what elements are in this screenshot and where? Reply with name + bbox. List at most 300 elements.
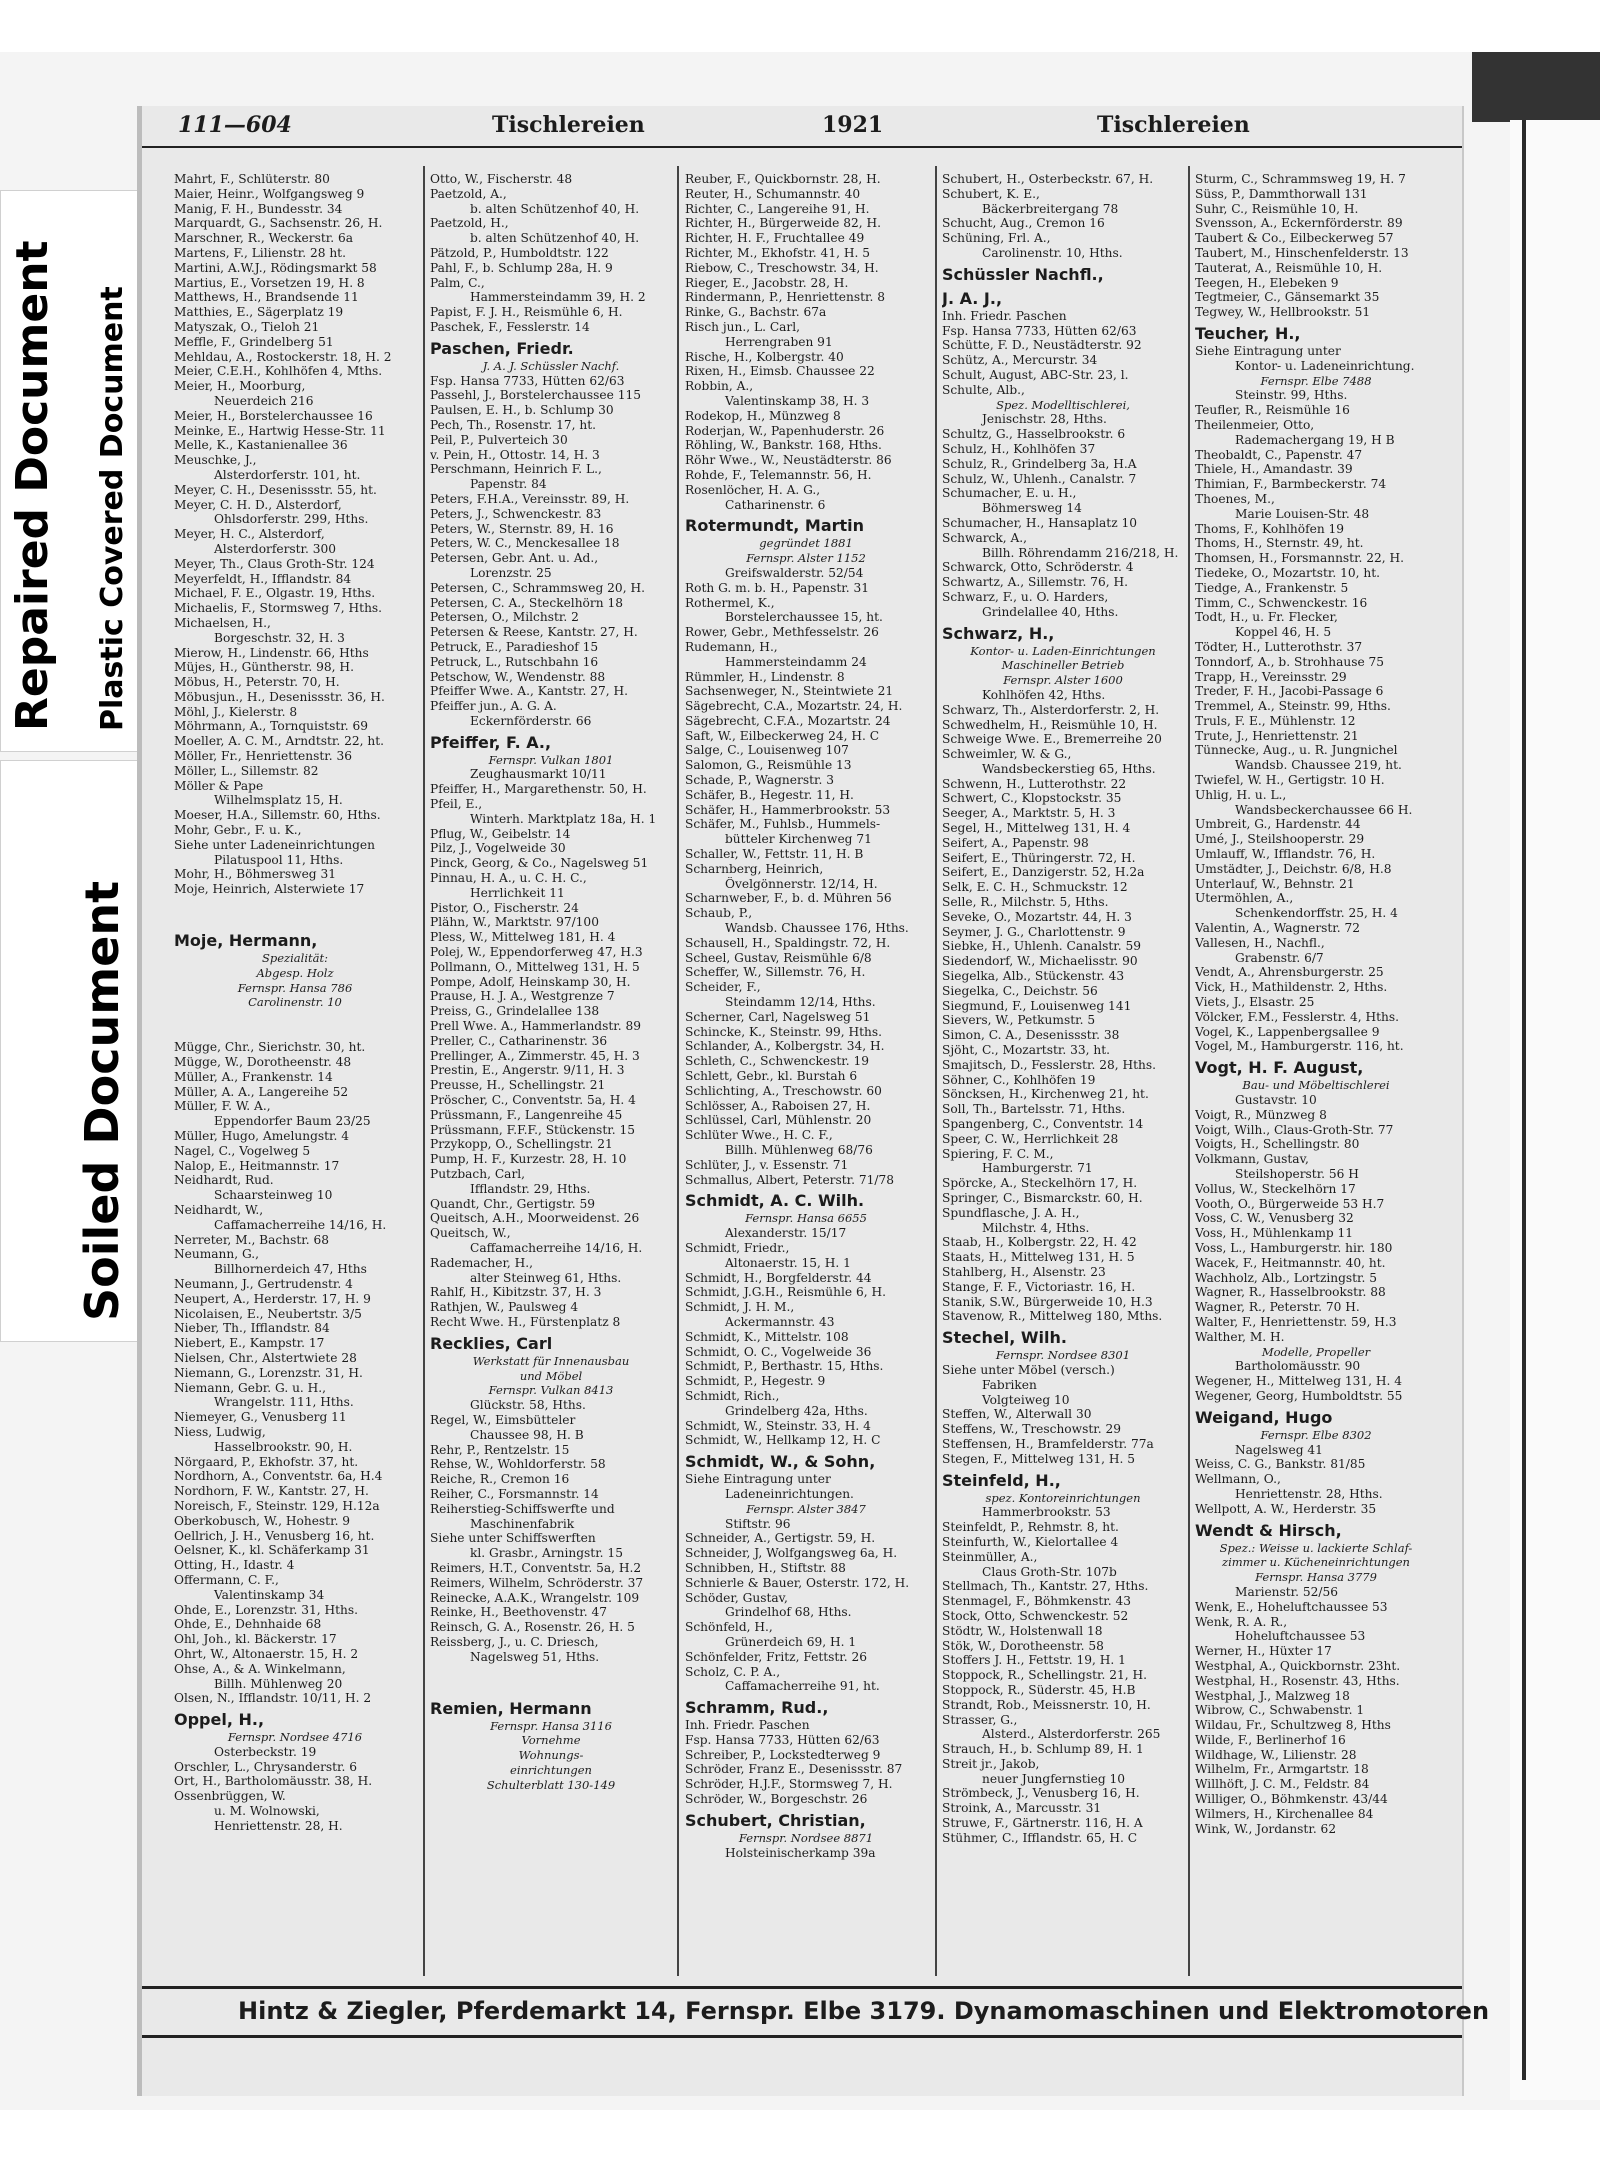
directory-entry: Marschner, R., Weckerstr. 6a [174,231,353,246]
directory-entry: Alsterd., Alsterdorferstr. 265 [982,1727,1161,1742]
directory-entry: Williger, O., Böhmkenstr. 43/44 [1195,1792,1388,1807]
directory-entry: Schmallus, Albert, Peterstr. 71/78 [685,1172,894,1187]
directory-entry: Michael, F. E., Olgastr. 19, Hths. [174,586,376,601]
directory-entry: Winterh. Marktplatz 18a, H. 1 [470,811,657,826]
directory-entry: Schwenn, H., Lutterothstr. 22 [942,776,1127,791]
directory-entry-heading: Recklies, Carl [430,1333,553,1353]
directory-entry: Scheffer, W., Sillemstr. 76, H. [685,965,866,980]
directory-entry: Volkmann, Gustav, [1195,1152,1309,1167]
directory-entry: Röhling, W., Bankstr. 168, Hths. [685,438,882,453]
directory-entry: Viets, J., Elsastr. 25 [1195,995,1315,1010]
directory-entry: Siehe Eintragung unter [1195,343,1341,358]
directory-entry: Siehe Eintragung unter [685,1472,831,1487]
directory-entry: Wellmann, O., [1195,1472,1281,1487]
directory-entry: Fernspr. Vulkan 1801 [488,752,614,767]
directory-entry: Pahl, F., b. Schlump 28a, H. 9 [430,260,613,275]
directory-entry: Voss, C. W., Venusberg 32 [1195,1211,1354,1226]
directory-entry: Schmidt, W., Hellkamp 12, H. C [685,1433,881,1448]
directory-entry: Schwarz, Th., Alsterdorferstr. 2, H. [942,702,1160,717]
directory-entry: Oberkobusch, W., Hohestr. 9 [174,1513,351,1528]
directory-entry: Stiftstr. 96 [725,1516,791,1531]
directory-entry: Schlett, Gebr., kl. Burstah 6 [685,1069,858,1084]
directory-entry: Wandsbeckerstieg 65, Hths. [982,761,1156,776]
directory-entry: Petersen, C. A., Steckelhörn 18 [430,595,623,610]
directory-entry: Schaarsteinweg 10 [214,1188,333,1203]
directory-entry: Schultz, G., Hasselbrookstr. 6 [942,427,1126,442]
directory-entry: Schütte, F. D., Neustädterstr. 92 [942,338,1142,353]
directory-entry: Neumann, J., Gertrudenstr. 4 [174,1276,353,1291]
directory-entry: Richter, M., Ekhofstr. 41, H. 5 [685,245,870,260]
directory-entry: Fsp. Hansa 7733, Hütten 62/63 [685,1732,880,1747]
directory-entry: Timm, C., Schwenckestr. 16 [1195,595,1368,610]
directory-entry: Petersen, Gebr. Ant. u. Ad., [430,551,599,566]
directory-entry: Prause, H. J. A., Westgrenze 7 [430,989,615,1004]
directory-entry: Meuschke, J., [174,453,257,468]
directory-entry-heading: Schmidt, W., & Sohn, [685,1452,876,1472]
directory-entry: Spangenberg, C., Conventstr. 14 [942,1117,1144,1132]
directory-entry: Lorenzstr. 25 [470,565,552,580]
directory-entry: Schaub, P., [685,906,753,921]
directory-entry: Stange, F. F., Victoriastr. 16, H. [942,1279,1136,1294]
directory-entry: Tegwey, W., Hellbrookstr. 51 [1195,305,1371,320]
directory-entry-heading: Oppel, H., [174,1710,265,1730]
directory-entry: Bäckerbreitergang 78 [982,201,1119,216]
directory-entry: Meyer, C. H., Desenissstr. 55, ht. [174,482,377,497]
directory-entry: Pfeiffer jun., A. G. A. [430,699,557,714]
directory-entry: Matyszak, O., Tieloh 21 [174,319,320,334]
directory-entry: Borstelerchaussee 15, ht. [725,610,883,625]
directory-entry: Ifflandstr. 29, Hths. [470,1181,591,1196]
directory-entry-heading: Steinfeld, H., [942,1470,1061,1490]
directory-entry: Fernspr. Hansa 3779 [1255,1570,1377,1585]
directory-entry: Michaelis, F., Stormsweg 7, Hths. [174,601,383,616]
directory-entry: Soll, Th., Bartelsstr. 71, Hths. [942,1102,1126,1117]
directory-entry: Billh. Mühlenweg 20 [214,1676,343,1691]
directory-entry: Wilde, F., Berlinerhof 16 [1195,1732,1346,1747]
column-divider [677,166,679,1976]
directory-entry: zimmer u. Kücheneinrichtungen [1222,1555,1410,1570]
directory-entry: Inh. Friedr. Paschen [942,308,1067,323]
directory-entry: Petschow, W., Wendenstr. 88 [430,669,606,684]
directory-entry: alter Steinweg 61, Hths. [470,1270,622,1285]
column-divider [1188,166,1190,1976]
directory-entry: Strasser, G., [942,1712,1018,1727]
directory-entry: Schulz, H., Kohlhöfen 37 [942,441,1096,456]
directory-entry: Niemann, G., Lorenzstr. 31, H. [174,1365,363,1380]
directory-entry: Röhr Wwe., W., Neustädterstr. 86 [685,453,892,468]
directory-entry: Neuerdeich 216 [214,393,314,408]
scan-border-top [0,0,1600,52]
directory-entry: Schmidt, O. C., Vogelweide 36 [685,1344,872,1359]
directory-entry: Fernspr. Elbe 8302 [1260,1427,1372,1442]
directory-entry: Steffensen, H., Bramfelderstr. 77a [942,1436,1154,1451]
directory-entry: Rümmler, H., Lindenstr. 8 [685,669,845,684]
directory-entry: Fernspr. Hansa 786 [237,980,353,995]
directory-entry: Pfeiffer, H., Margarethenstr. 50, H. [430,782,647,797]
directory-entry: Schenkendorffstr. 25, H. 4 [1235,906,1398,921]
directory-entry: Schröder, W., Borgeschstr. 26 [685,1792,868,1807]
column-4 [942,172,1184,1972]
directory-entry: Paulsen, E. H., b. Schlump 30 [430,403,614,418]
directory-entry: Siegelka, C., Deichstr. 56 [942,983,1098,998]
directory-entry: Caffamacherreihe 14/16, H. [214,1217,387,1232]
directory-entry: Meyerfeldt, H., Ifflandstr. 84 [174,571,352,586]
directory-entry: Schubert, H., Osterbeckstr. 67, H. [942,172,1154,186]
directory-entry: Paetzold, H., [430,216,509,231]
directory-entry: Prell Wwe. A., Hammerlandstr. 89 [430,1019,642,1034]
directory-entry: Völcker, F.M., Fesslerstr. 4, Hths. [1195,1009,1399,1024]
directory-entry: Schäfer, H., Hammerbrookstr. 53 [685,802,891,817]
directory-entry: Alexanderstr. 15/17 [725,1226,847,1241]
directory-entry: Tünnecke, Aug., u. R. Jungnichel [1195,743,1398,758]
directory-entry: Wilhelmsplatz 15, H. [214,793,343,808]
directory-entry: Meffle, F., Grindelberg 51 [174,334,334,349]
directory-entry: Fernspr. Alster 3847 [746,1501,866,1516]
directory-entry: Wegener, Georg, Humboldtstr. 55 [1195,1388,1403,1403]
directory-entry: Vogel, K., Lappenbergsallee 9 [1195,1024,1380,1039]
directory-entry: Taubert, M., Hinschenfelderstr. 13 [1195,245,1409,260]
directory-entry: Kohlhöfen 42, Hths. [982,687,1106,702]
directory-entry: spez. Kontoreinrichtungen [985,1490,1141,1505]
directory-entry: Rademacher, H., [430,1255,534,1270]
directory-entry: Meyer, Th., Claus Groth-Str. 124 [174,556,375,571]
directory-entry: Pätzold, P., Humboldtstr. 122 [430,245,609,260]
directory-entry: Schnibben, H., Stiftstr. 88 [685,1560,846,1575]
directory-entry: Scherner, Carl, Nagelsweg 51 [685,1009,871,1024]
directory-entry: Neumann, G., [174,1247,260,1262]
directory-entry: Fsp. Hansa 7733, Hütten 62/63 [430,373,625,388]
directory-entry: Selle, R., Milchstr. 5, Hths. [942,895,1109,910]
directory-entry: Scharnberg, Heinrich, [685,861,824,876]
directory-entry: Simon, C. A., Desenissstr. 38 [942,1028,1120,1043]
directory-entry: Valentinskamp 38, H. 3 [725,393,870,408]
directory-entry: Pech, Th., Rosenstr. 17, ht. [430,417,596,432]
directory-entry: Recht Wwe. H., Fürstenplatz 8 [430,1314,621,1329]
directory-entry: Fernspr. Alster 1152 [746,551,866,566]
directory-entry: Schmidt, J. H. M., [685,1300,795,1315]
directory-entry-heading: Pfeiffer, F. A., [430,732,552,752]
directory-entry: Söncksen, H., Kirchenweg 21, ht. [942,1087,1149,1102]
directory-entry: Rieger, E., Jacobstr. 28, H. [685,275,849,290]
directory-entry: Paschek, F., Fesslerstr. 14 [430,319,590,334]
directory-entry: b. alten Schützenhof 40, H. [470,231,640,246]
directory-entry: Wandsb. Chaussee 176, Hths. [725,921,909,936]
directory-entry: Noreisch, F., Steinstr. 129, H.12a [174,1498,380,1513]
directory-entry: Alsterdorferstr. 300 [214,541,337,556]
directory-entry: Sägebrecht, C.A., Mozartstr. 24, H. [685,699,903,714]
directory-entry: Wenk, E., Hoheluftchaussee 53 [1195,1599,1388,1614]
directory-entry-heading: Teucher, H., [1195,323,1301,343]
directory-entry: Ohde, E., Dehnhaide 68 [174,1617,322,1632]
directory-entry: Pompe, Adolf, Heinskamp 30, H. [430,974,631,989]
directory-entry: Voss, L., Hamburgerstr. hir. 180 [1195,1240,1393,1255]
directory-entry-heading: Remien, Hermann [430,1698,592,1718]
directory-entry: Caffamacherreihe 14/16, H. [470,1240,643,1255]
directory-entry: Pflug, W., Geibelstr. 14 [430,826,571,841]
directory-entry: Pless, W., Mittelweg 181, H. 4 [430,930,616,945]
directory-entry: bütteler Kirchenweg 71 [725,832,872,847]
directory-entry: Rothermel, K., [685,595,775,610]
directory-entry: Tiedeke, O., Mozartstr. 10, ht. [1195,565,1380,580]
directory-entry: Segel, H., Mittelweg 131, H. 4 [942,821,1131,836]
directory-entry: Werkstatt für Innenausbau [472,1353,630,1368]
directory-entry: Sägebrecht, C.F.A., Mozartstr. 24 [685,713,891,728]
directory-entry-heading: Schubert, Christian, [685,1810,866,1830]
directory-entry: Billh. Röhrendamm 216/218, H. [982,545,1179,560]
directory-entry-heading: Moje, Hermann, [174,931,318,951]
directory-entry: Schmidt, Rich., [685,1388,780,1403]
directory-entry: Thomsen, H., Forsmannstr. 22, H. [1195,551,1405,566]
directory-entry: Stenmagel, F., Böhmkenstr. 43 [942,1594,1132,1609]
directory-entry: Putzbach, Carl, [430,1167,526,1181]
directory-entry: Möller & Pape [174,778,264,793]
directory-entry: Marienstr. 52/56 [1235,1584,1339,1599]
directory-entry: und Möbel [519,1368,583,1383]
directory-entry: Staab, H., Kolbergstr. 22, H. 42 [942,1235,1137,1250]
directory-entry: Schwert, C., Klopstockstr. 35 [942,791,1122,806]
directory-entry: Uhlig, H. u. L., [1195,787,1287,802]
directory-entry: Schäfer, B., Hegestr. 11, H. [685,787,854,802]
tab-soiled-label: Soiled Document [75,880,129,1321]
directory-entry: Prestin, E., Angerstr. 9/11, H. 3 [430,1063,625,1078]
directory-entry: Maschinenfabrik [470,1516,575,1531]
directory-entry: Rodekop, H., Münzweg 8 [685,408,841,423]
directory-entry: Seymer, J. G., Charlottenstr. 9 [942,924,1126,939]
directory-entry: Schreiber, P., Lockstedterweg 9 [685,1747,881,1762]
directory-entry: Schönfelder, Fritz, Fettstr. 26 [685,1649,868,1664]
directory-entry: Theobaldt, C., Papenstr. 47 [1195,447,1363,462]
directory-entry: Tegtmeier, C., Gänsemarkt 35 [1195,290,1380,305]
directory-entry: Truls, F. E., Mühlenstr. 12 [1195,713,1356,728]
directory-entry: Stök, W., Dorotheenstr. 58 [942,1638,1104,1653]
header-left-title: Tischlereien [492,112,645,138]
directory-entry: Struwe, F., Gärtnerstr. 116, H. A [942,1816,1143,1831]
directory-entry: Umstädter, J., Deichstr. 6/8, H.8 [1195,861,1392,876]
directory-entry: Schmidt, P., Berthastr. 15, Hths. [685,1359,884,1374]
directory-entry: Möhl, J., Kielerstr. 8 [174,704,298,719]
directory-entry: Stegen, F., Mittelweg 131, H. 5 [942,1451,1135,1466]
page-number: 111—604 [178,112,292,138]
directory-entry: Inh. Friedr. Paschen [685,1718,810,1733]
directory-entry: Strauch, H., b. Schlump 89, H. 1 [942,1742,1144,1757]
directory-entry: Grindelhof 68, Hths. [725,1605,852,1620]
directory-entry: Palm, C., [430,275,485,290]
directory-entry: Peters, F.H.A., Vereinsstr. 89, H. [430,491,630,506]
directory-entry: Grindelberg 42a, Hths. [725,1403,868,1418]
directory-entry: Volgteiweg 10 [982,1392,1070,1407]
directory-entry: Billh. Mühlenweg 68/76 [725,1143,873,1157]
directory-entry: Schlichting, A., Treschowstr. 60 [685,1083,882,1098]
directory-entry-heading: Schramm, Rud., [685,1698,829,1718]
directory-entry: Meier, C.E.H., Kohlhöfen 4, Mths. [174,364,383,379]
directory-entry: Peil, P., Pulverteich 30 [430,432,568,447]
directory-entry: Wildau, Fr., Schultzweg 8, Hths [1195,1718,1391,1733]
directory-entry: Vogel, M., Hamburgerstr. 116, ht. [1195,1039,1404,1054]
directory-entry: Moeller, A. C. M., Arndtstr. 22, ht. [174,734,384,749]
directory-entry: Steindamm 12/14, Hths. [725,995,876,1010]
directory-entry: Roth G. m. b. H., Papenstr. 31 [685,580,869,595]
directory-entry: Niebert, E., Kampstr. 17 [174,1336,325,1351]
directory-entry: Otto, W., Fischerstr. 48 [430,172,573,186]
side-tabs [0,190,150,1340]
directory-entry: Siedendorf, W., Michaelisstr. 90 [942,954,1138,969]
directory-entry: Voigts, H., Schellingstr. 80 [1195,1137,1360,1152]
directory-entry: Niemeyer, G., Venusberg 11 [174,1410,347,1425]
tab-soiled-document [0,760,152,1342]
directory-entry: Schleth, C., Schwenckestr. 19 [685,1054,869,1069]
directory-entry: Schmidt, W., Steinstr. 33, H. 4 [685,1418,871,1433]
directory-entry: Reiherstieg-Schiffswerfte und [430,1501,615,1516]
directory-entry: Greifswalderstr. 52/54 [725,565,864,580]
directory-entry: Sturm, C., Schrammsweg 19, H. 7 [1195,172,1406,186]
directory-entry: Steinmüller, A., [942,1549,1038,1564]
directory-entry: Modelle, Propeller [1261,1344,1371,1359]
header-year: 1921 [822,112,884,138]
directory-entry: Plähn, W., Marktstr. 97/100 [430,915,599,930]
directory-entry: Marquardt, G., Sachsenstr. 26, H. [174,216,383,231]
directory-entry: Böhmersweg 14 [982,501,1082,516]
directory-entry: Tödter, H., Lutterothstr. 37 [1195,639,1363,654]
directory-entry: Passehl, J., Borstelerchaussee 115 [430,388,641,403]
directory-entry: Schüning, Frl. A., [942,231,1051,246]
directory-entry: Ort, H., Bartholomäusstr. 38, H. [174,1774,373,1789]
directory-entry: Sievers, W., Petkumstr. 5 [942,1013,1096,1028]
directory-entry-heading: J. A. J., [942,288,1003,308]
directory-entry: Thoms, H., Sternstr. 49, ht. [1195,536,1364,551]
directory-entry: Reuter, H., Schumannstr. 40 [685,186,861,201]
directory-entry: Scheider, F., [685,980,761,995]
directory-entry: Roderjan, W., Papenhuderstr. 26 [685,423,885,438]
directory-entry: Reinsch, G. A., Rosenstr. 26, H. 5 [430,1620,635,1635]
directory-entry: Offermann, C. F., [174,1572,279,1587]
directory-entry: Willhöft, J. C. M., Feldstr. 84 [1195,1777,1370,1792]
directory-entry: Schade, P., Wagnerstr. 3 [685,773,834,788]
directory-entry: Werner, H., Hüxter 17 [1195,1644,1332,1659]
directory-entry: Fernspr. Elbe 7488 [1260,373,1372,388]
directory-entry: Sachsenweger, N., Steintwiete 21 [685,684,894,699]
directory-entry: Gustavstr. 10 [1235,1093,1317,1108]
directory-entry: Martens, F., Lilienstr. 28 ht. [174,245,346,260]
directory-entry: Fernspr. Vulkan 8413 [488,1383,614,1398]
directory-entry: Queitsch, W., [430,1226,511,1241]
directory-entry: Nagel, C., Vogelweg 5 [174,1143,311,1158]
column-5 [1195,172,1437,1972]
directory-entry: Milchstr. 4, Hths. [982,1220,1090,1235]
directory-entry: Övelgönnerstr. 12/14, H. [725,876,878,891]
tab-plastic-label: Plastic Covered Document [95,286,130,731]
directory-entry: Treder, F. H., Jacobi-Passage 6 [1195,684,1384,699]
directory-entry: Nicolaisen, E., Neubertstr. 3/5 [174,1306,362,1321]
directory-entry: u. M. Wolnowski, [214,1804,320,1819]
directory-entry: Petersen, C., Schrammsweg 20, H. [430,580,645,595]
directory-entry: Meyer, C. H. D., Alsterdorf, [174,497,342,512]
directory-entry: Schlander, A., Kolbergstr. 34, H. [685,1039,885,1054]
directory-entry: Rehr, P., Rentzelstr. 15 [430,1442,570,1457]
directory-entry: Papenstr. 84 [470,477,547,492]
directory-entry: Eckernförderstr. 66 [470,713,592,728]
directory-entry: Rehse, W., Wohldorferstr. 58 [430,1457,606,1472]
directory-entry: Pilatuspool 11, Hths. [214,852,344,867]
directory-entry: Fsp. Hansa 7733, Hütten 62/63 [942,323,1137,338]
directory-entry: Möhrmann, A., Tornquiststr. 69 [174,719,368,734]
directory-entry: Meyer, H. C., Alsterdorf, [174,527,325,542]
directory-entry: Rindermann, P., Henriettenstr. 8 [685,290,886,305]
directory-entry: Wandsb. Chaussee 219, ht. [1235,758,1402,773]
directory-entry: Seifert, E., Thüringerstr. 72, H. [942,850,1136,865]
footer-advert [142,1986,1490,2038]
directory-entry: Richter, C., Langereihe 91, H. [685,201,870,216]
directory-entry: Stödtr, W., Holstenwall 18 [942,1623,1103,1638]
directory-entry: Henriettenstr. 28, Hths. [1235,1486,1383,1501]
directory-entry: Schlüssel, Carl, Mühlenstr. 20 [685,1113,872,1128]
directory-entry: Schmidt, J.G.H., Reismühle 6, H. [685,1285,886,1300]
directory-entry: Schmidt, H., Borgfelderstr. 44 [685,1270,872,1285]
directory-entry: Bau- und Möbeltischlerei [1242,1078,1390,1093]
directory-entry: Schneider, A., Gertigstr. 59, H. [685,1531,876,1546]
directory-entry: Teufler, R., Reismühle 16 [1195,403,1350,418]
directory-entry: Meier, H., Moorburg, [174,379,306,394]
directory-entry: Holsteinischerkamp 39a [725,1845,876,1860]
directory-entry: Osterbeckstr. 19 [214,1744,317,1759]
directory-entry: Ossenbrüggen, W. [174,1789,286,1804]
directory-entry: Carolinenstr. 10, Hths. [982,245,1123,260]
directory-entry: Strömbeck, J., Venusberg 16, H. [942,1786,1140,1801]
directory-entry: Rathjen, W., Paulsweg 4 [430,1300,579,1315]
directory-entry: Borgeschstr. 32, H. 3 [214,630,345,645]
directory-entry: Utermöhlen, A., [1195,891,1294,906]
directory-entry: Reiche, R., Cremon 16 [430,1472,570,1487]
directory-entry: Zeughausmarkt 10/11 [470,767,607,782]
directory-entry: einrichtungen [510,1762,592,1777]
directory-entry: Regel, W., Eimsbütteler [430,1412,576,1427]
directory-entry: Preller, C., Catharinenstr. 36 [430,1033,608,1048]
directory-entry: Rixen, H., Eimsb. Chaussee 22 [685,364,875,379]
directory-entry: Ohl, Joh., kl. Bäckerstr. 17 [174,1632,337,1647]
directory-entry: Nerreter, M., Bachstr. 68 [174,1232,329,1247]
directory-entry: Westphal, A., Quickbornstr. 23ht. [1195,1658,1401,1673]
directory-entry: Reiher, C., Forsmannstr. 14 [430,1486,599,1501]
directory-entry: Fernspr. Alster 1600 [1003,673,1123,688]
directory-entry: Thoms, F., Kohlhöfen 19 [1195,521,1345,536]
directory-entry: Michaelsen, H., [174,615,271,630]
directory-entry: Müller, Hugo, Amelungstr. 4 [174,1129,350,1144]
directory-entry-heading: Schüssler Nachfl., [942,264,1104,284]
column-2 [430,172,672,1972]
directory-entry: Walter, F., Henriettenstr. 59, H.3 [1195,1314,1397,1329]
directory-entry: Schmidt, K., Mittelstr. 108 [685,1329,849,1344]
directory-entry: Reimers, Wilhelm, Schröderstr. 37 [430,1575,644,1590]
directory-entry: Stanik, S.W., Bürgerweide 10, H.3 [942,1294,1153,1309]
directory-entry: Nörgaard, P., Ekhofstr. 37, ht. [174,1454,359,1469]
directory-entry [430,1665,672,1695]
directory-entry: Nagelsweg 41 [1235,1442,1323,1457]
directory-entry-heading: Schwarz, H., [942,623,1055,643]
directory-entry: Grünerdeich 69, H. 1 [725,1634,857,1649]
directory-entry: Valentin, A., Wagnerstr. 72 [1195,921,1361,936]
directory-entry: Abgesp. Holz [256,965,334,980]
directory-entry: Steinstr. 99, Hths. [1235,388,1348,403]
directory-entry: Polej, W., Eppendorferweg 47, H.3 [430,945,643,960]
scan-border-bottom [0,2110,1600,2177]
directory-entry: Petruck, L., Rutschbahn 16 [430,654,599,669]
directory-entry: Scharnweber, F., b. d. Mühren 56 [685,891,892,906]
column-divider [935,166,937,1976]
directory-entry: Papist, F. J. H., Reismühle 6, H. [430,305,623,320]
directory-entry: Pollmann, O., Mittelweg 131, H. 5 [430,959,640,974]
directory-entry: Reissberg, J., u. C. Driesch, [430,1634,599,1649]
directory-entry: Suhr, C., Reismühle 10, H. [1195,201,1359,216]
directory-entry: Mügge, Chr., Sierichstr. 30, ht. [174,1040,366,1055]
